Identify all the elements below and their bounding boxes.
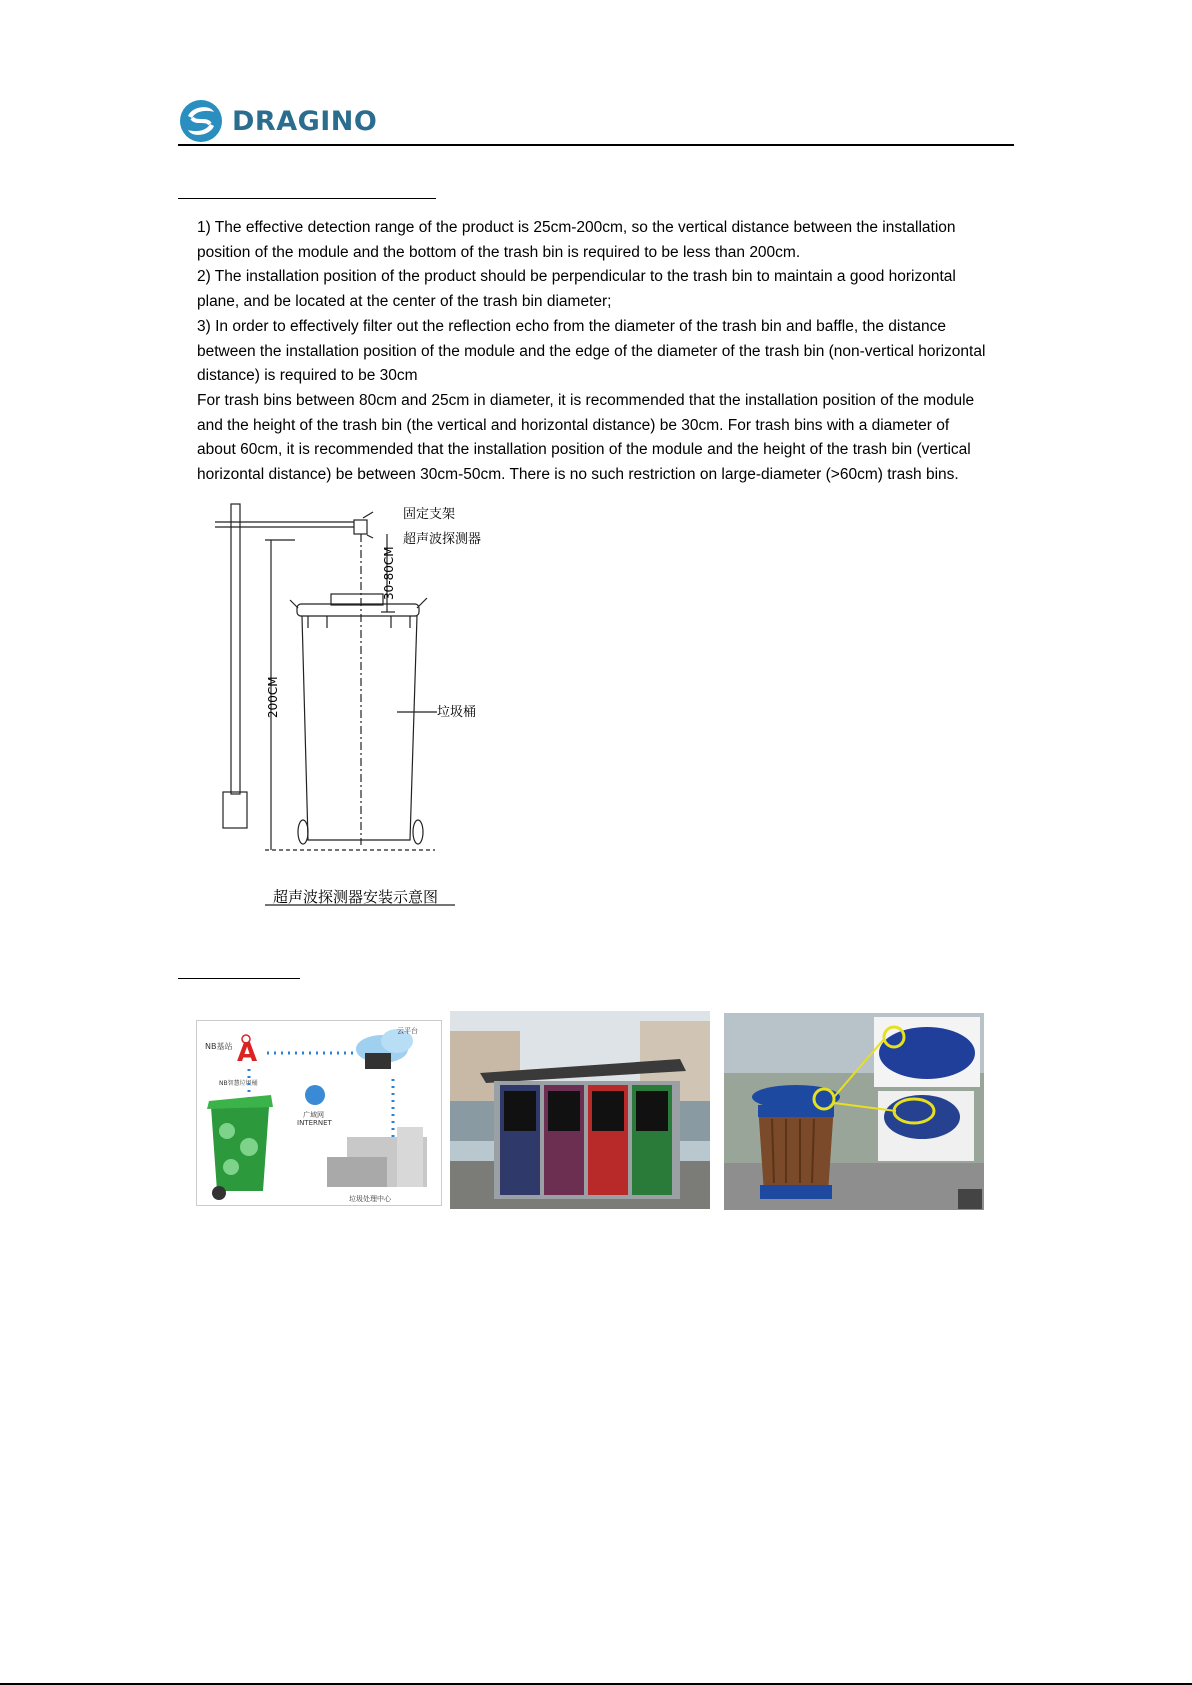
label-height: 200CM: [266, 676, 280, 718]
text-line: about 60cm, it is recommended that the installation position of the module and the height of the trash bin (vertical: [197, 441, 971, 459]
svg-text:NB基站: NB基站: [205, 1042, 233, 1051]
text-line: 3) In order to effectively filter out the reflection echo from the diameter of the trash bin and baffle, the distance: [197, 317, 947, 335]
logo-wordmark: DRAGINO: [232, 105, 378, 137]
text-line: distance) is required to be 30cm: [197, 367, 418, 385]
diagram-caption: 超声波探测器安装示意图: [273, 888, 439, 906]
building-icon: [327, 1127, 427, 1187]
pole: [231, 504, 240, 794]
svg-text:NB智慧垃圾桶: NB智慧垃圾桶: [219, 1080, 258, 1087]
svg-text:INTERNET: INTERNET: [297, 1119, 332, 1127]
label-bin: 垃圾桶: [437, 705, 477, 720]
text-line: 1) The effective detection range of the product is 25cm-200cm, so the vertical distance between the installation: [197, 219, 956, 236]
iot-network-image: [196, 1020, 442, 1206]
section-heading-underline: [178, 978, 300, 979]
svg-text:垃圾处理中心: 垃圾处理中心: [349, 1195, 391, 1203]
nb-tower-icon: [237, 1035, 257, 1068]
smart-bin-icon: [207, 1095, 273, 1200]
text-line: and the height of the trash bin (the vertical and horizontal distance) be 30cm. For trash bins with a diameter of: [197, 416, 950, 434]
recycling-station-image: [450, 1011, 710, 1209]
svg-text:广域网: 广域网: [303, 1111, 324, 1119]
section-heading-underline: [178, 198, 436, 199]
text-line: 2) The installation position of the product should be perpendicular to the trash bin to maintain a good horizontal: [197, 268, 956, 286]
globe-icon: [305, 1085, 325, 1105]
text-line: For trash bins between 80cm and 25cm in diameter, it is recommended that the installation position of the module: [197, 391, 975, 409]
svg-text:云平台: 云平台: [397, 1027, 418, 1035]
label-distance: 30-80CM: [382, 546, 396, 600]
cloud-icon: [356, 1029, 413, 1069]
dragino-logo: [178, 96, 378, 146]
dragino-logo-icon: [178, 98, 224, 144]
sensor-icon: [354, 520, 367, 534]
text-line: plane, and be located at the center of the trash bin diameter;: [197, 293, 612, 311]
label-sensor: 超声波探测器: [403, 532, 482, 547]
text-line: between the installation position of the module and the edge of the diameter of the trash bin (non-vertical horizontal: [197, 342, 986, 360]
pole-base: [223, 792, 247, 828]
installation-diagram: [205, 500, 505, 925]
header-divider: [178, 144, 1014, 146]
svg-text:A: A: [237, 1038, 258, 1068]
label-bracket: 固定支架: [403, 507, 456, 522]
text-line: horizontal distance) be between 30cm-50cm. There is no such restriction on large-diameter (>60cm) trash bins.: [197, 466, 959, 484]
installation-notes: [197, 216, 1017, 488]
outdoor-bin-image: [724, 1013, 984, 1210]
text-line: position of the module and the bottom of the trash bin is required to be less than 200cm.: [197, 243, 801, 261]
